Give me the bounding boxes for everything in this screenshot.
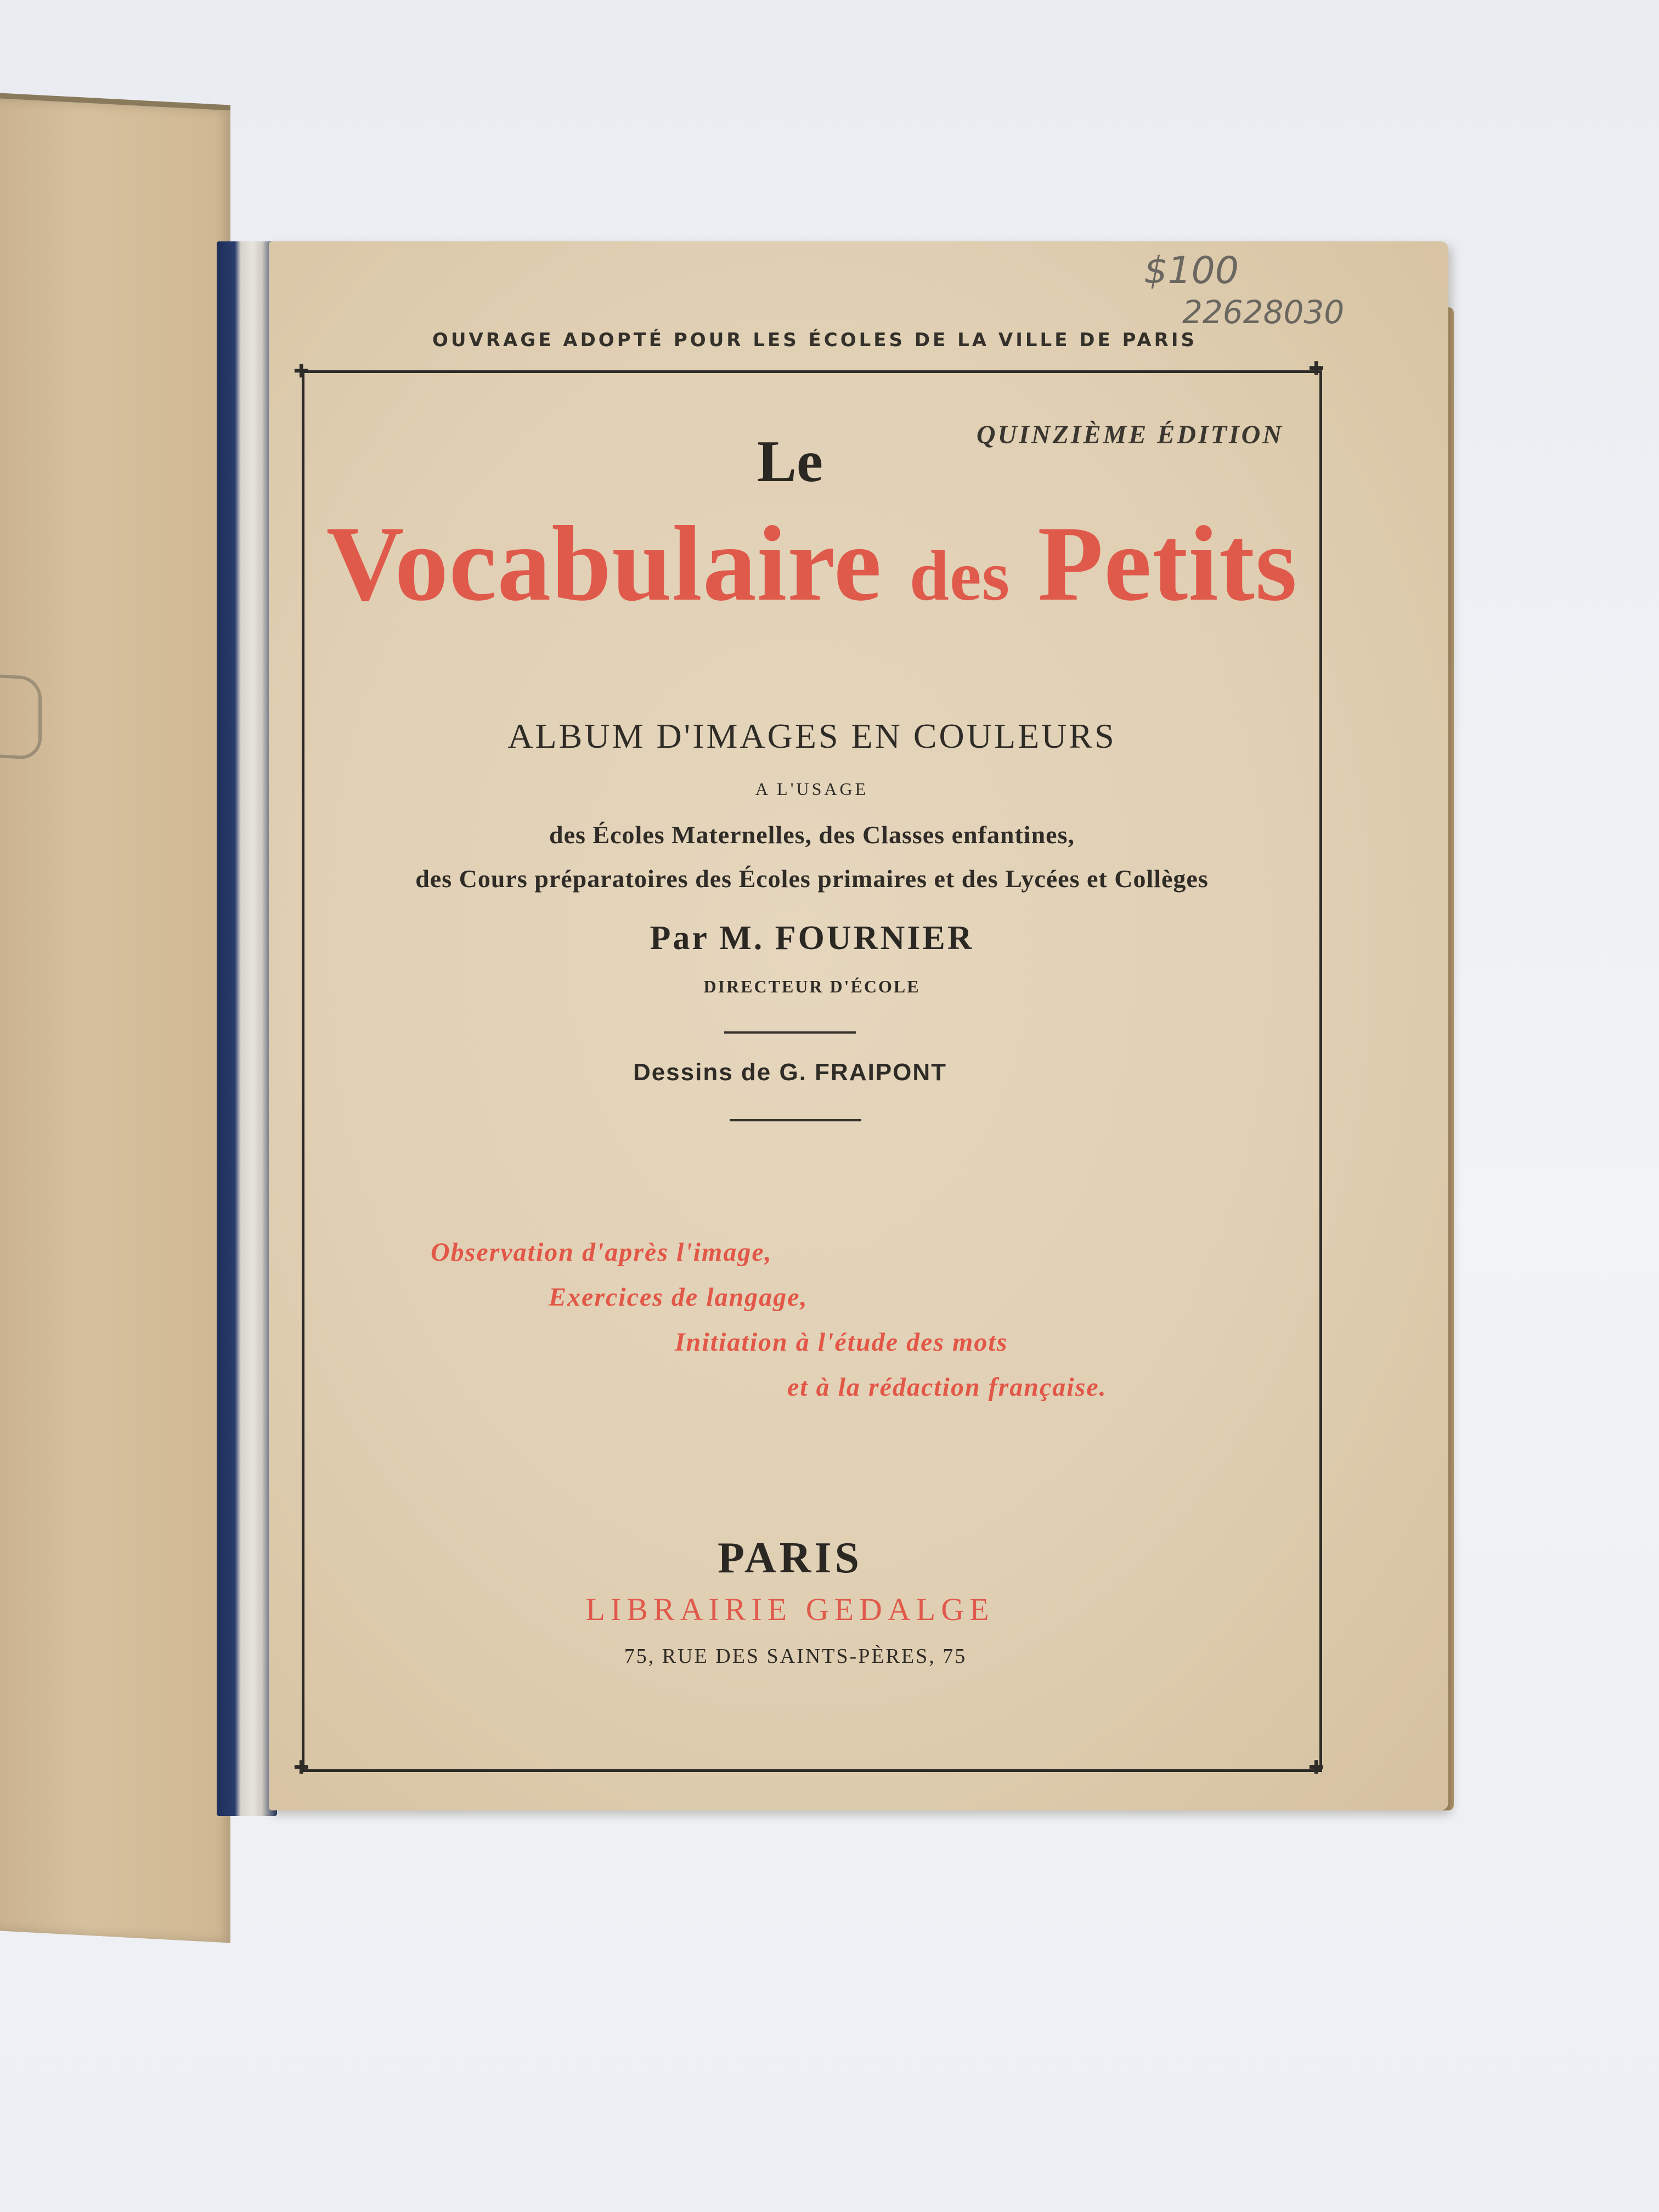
pencil-mark (0, 674, 42, 760)
objective-line: Exercices de langage, (549, 1283, 808, 1312)
handwritten-price: $100 (1144, 249, 1239, 292)
audience-line-2: des Cours préparatoires des Écoles primaires et des Lycées et Collèges (415, 865, 1209, 893)
objective-line: Observation d'après l'image, (431, 1238, 772, 1267)
title-word-des: des (909, 537, 1011, 616)
objective-line: Initiation à l'étude des mots (675, 1328, 1008, 1357)
book-spine (217, 241, 277, 1816)
handwritten-code: 22628030 (1182, 294, 1345, 331)
title-article: Le (757, 429, 823, 494)
author-role: DIRECTEUR D'ÉCOLE (703, 977, 921, 996)
title-content (302, 370, 1322, 1767)
divider (724, 1031, 856, 1034)
illustrator: Dessins de G. FRAIPONT (633, 1059, 947, 1086)
edition-label: QUINZIÈME ÉDITION (976, 420, 1284, 449)
frame-corner-ornament: ✚ (294, 360, 309, 382)
imprint-city: PARIS (717, 1534, 863, 1582)
title-word-petits: Petits (1037, 504, 1298, 623)
title-word-vocabulaire: Vocabulaire (326, 504, 882, 623)
author: Par M. FOURNIER (650, 919, 974, 957)
adopted-line: OUVRAGE ADOPTÉ POUR LES ÉCOLES DE LA VILLE DE PARIS (432, 329, 1198, 351)
frame-corner-ornament: ✚ (1308, 1757, 1324, 1779)
frame-corner-ornament: ✚ (294, 1757, 309, 1779)
imprint-publisher: LIBRAIRIE GEDALGE (585, 1592, 995, 1627)
book-title (302, 502, 1322, 625)
divider (730, 1119, 861, 1121)
objective-line: et à la rédaction française. (787, 1373, 1107, 1402)
imprint-address: 75, RUE DES SAINTS-PÈRES, 75 (624, 1645, 967, 1668)
title-page (269, 241, 1448, 1810)
usage-line: A L'USAGE (755, 779, 869, 799)
frame-corner-ornament: ✚ (1308, 358, 1324, 380)
audience-line-1: des Écoles Maternelles, des Classes enfantines, (549, 821, 1075, 849)
subtitle: ALBUM D'IMAGES EN COULEURS (507, 716, 1116, 755)
left-endpaper (0, 92, 230, 1943)
